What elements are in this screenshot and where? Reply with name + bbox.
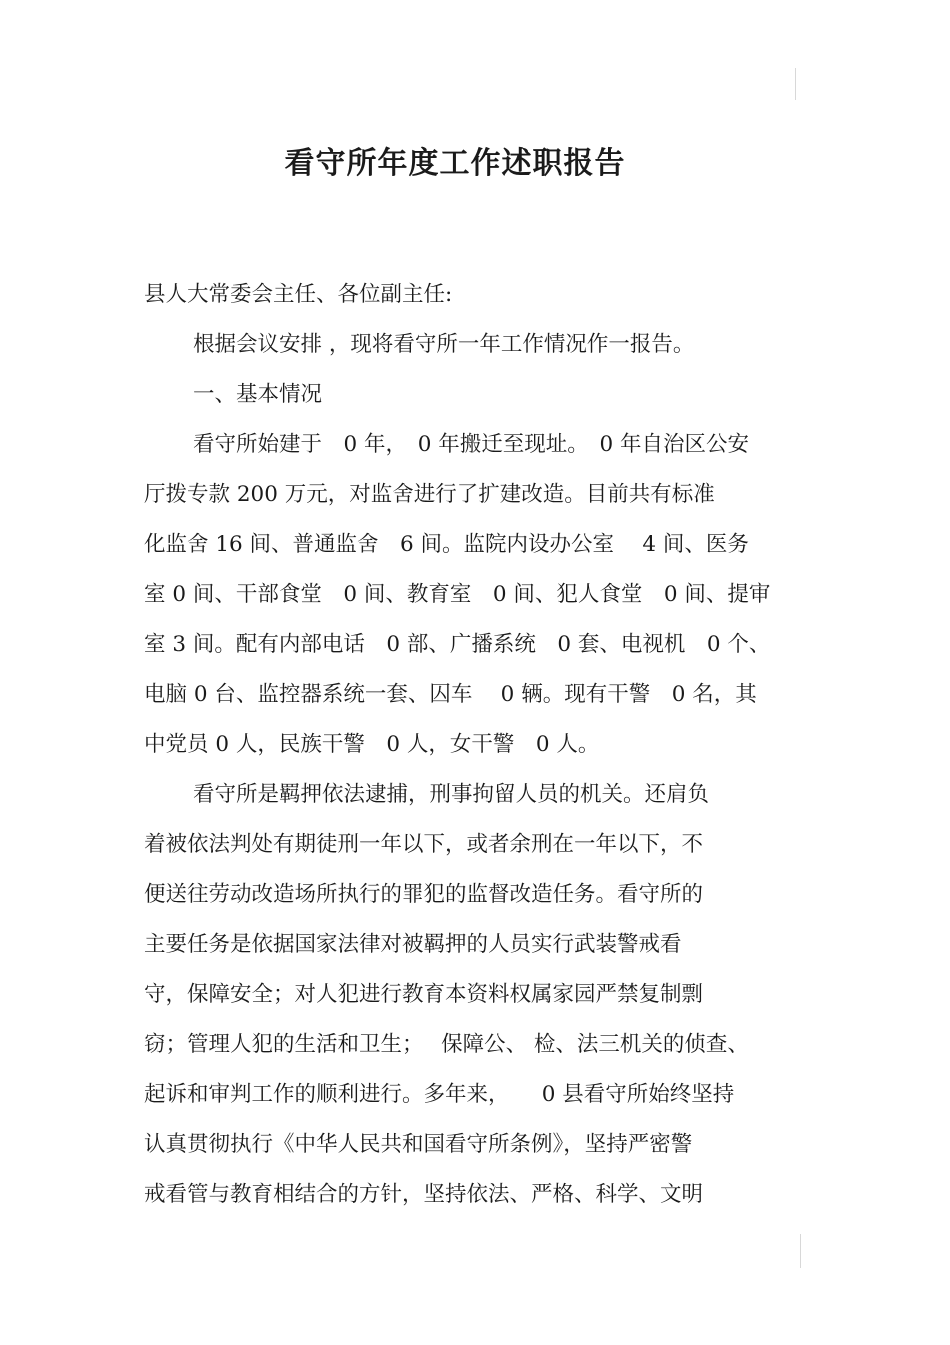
body-line: 根据会议安排 ，现将看守所一年工作情况作一报告。	[193, 332, 695, 357]
body-line: 室 3 间。配有内部电话 0 部、广播系统 0 套、电视机 0 个、	[144, 632, 771, 657]
document-title: 看守所年度工作述职报告	[284, 146, 626, 182]
body-line: 戒看管与教育相结合的方针，坚持依法、严格、科学、文明	[144, 1182, 704, 1207]
body-line: 看守所始建于 0 年， 0 年搬迁至现址。 0 年自治区公安	[193, 432, 750, 457]
body-line: 厅拨专款 200 万元，对监舍进行了扩建改造。目前共有标准	[144, 482, 715, 507]
page-corner-mark-top	[795, 68, 796, 100]
document-body	[144, 270, 814, 1220]
body-line: 中党员 0 人，民族干警 0 人，女干警 0 人。	[144, 732, 600, 757]
page-corner-mark-bottom	[800, 1234, 801, 1268]
body-line: 化监舍 16 间、普通监舍 6 间。监院内设办公室 4 间、医务	[144, 532, 749, 557]
body-line: 电脑 0 台、监控器系统一套、囚车 0 辆。现有干警 0 名，其	[144, 682, 757, 707]
body-line: 看守所是羁押依法逮捕，刑事拘留人员的机关。还肩负	[193, 782, 710, 807]
body-line: 室 0 间、干部食堂 0 间、教育室 0 间、犯人食堂 0 间、提审	[144, 582, 771, 607]
body-line: 县人大常委会主任、各位副主任:	[144, 282, 453, 307]
body-line: 窃；管理人犯的生活和卫生； 保障公、 检、法三机关的侦查、	[144, 1032, 749, 1057]
body-line: 认真贯彻执行《中华人民共和国看守所条例》，坚持严密警	[144, 1132, 693, 1157]
body-line: 一、基本情况	[193, 382, 323, 407]
body-line: 便送往劳动改造场所执行的罪犯的监督改造任务。看守所的	[144, 882, 704, 907]
body-line: 守，保障安全；对人犯进行教育本资料权属家园严禁复制剽	[144, 982, 704, 1007]
body-line: 主要任务是依据国家法律对被羁押的人员实行武装警戒看	[144, 932, 682, 957]
body-line: 着被依法判处有期徒刑一年以下，或者余刑在一年以下，不	[144, 832, 704, 857]
body-line: 起诉和审判工作的顺利进行。多年来， 0 县看守所始终坚持	[144, 1082, 735, 1107]
